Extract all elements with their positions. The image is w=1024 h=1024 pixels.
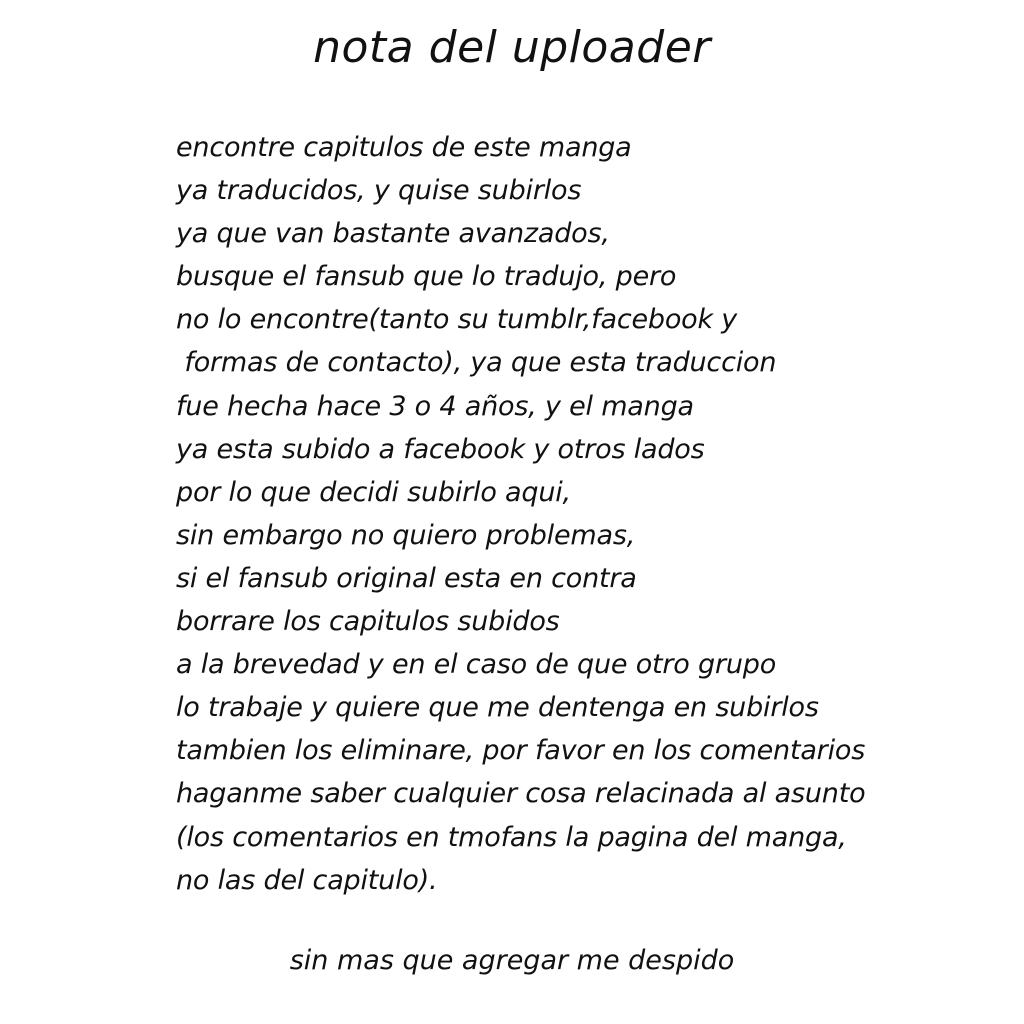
- note-line: no lo encontre(tanto su tumblr,facebook y: [176, 304, 738, 336]
- note-line: a la brevedad y en el caso de que otro grupo: [176, 649, 777, 681]
- note-line: por lo que decidi subirlo aqui,: [176, 476, 571, 508]
- note-line: lo trabaje y quiere que me dentenga en subirlos: [176, 692, 819, 724]
- note-line: si el fansub original esta en contra: [176, 562, 637, 594]
- note-body: [176, 126, 1006, 902]
- page-title: nota del uploader: [313, 22, 711, 73]
- note-line: (los comentarios en tmofans la pagina del manga,: [176, 821, 847, 853]
- note-line: ya traducidos, y quise subirlos: [176, 175, 582, 207]
- closing-line: sin mas que agregar me despido: [289, 945, 735, 976]
- note-line: ya esta subido a facebook y otros lados: [176, 433, 705, 465]
- note-line: sin embargo no quiero problemas,: [176, 519, 636, 551]
- note-line: encontre capitulos de este manga: [176, 132, 632, 163]
- note-line: tambien los eliminare, por favor en los comentarios: [176, 735, 866, 767]
- note-line: haganme saber cualquier cosa relacinada al asunto: [176, 778, 866, 810]
- note-line: busque el fansub que lo tradujo, pero: [176, 261, 677, 293]
- note-line: ya que van bastante avanzados,: [176, 218, 610, 250]
- note-line: fue hecha hace 3 o 4 años, y el manga: [176, 390, 694, 422]
- note-line: no las del capitulo).: [176, 864, 438, 896]
- note-line: formas de contacto), ya que esta traduccion: [176, 347, 777, 379]
- note-line: borrare los capitulos subidos: [176, 606, 560, 638]
